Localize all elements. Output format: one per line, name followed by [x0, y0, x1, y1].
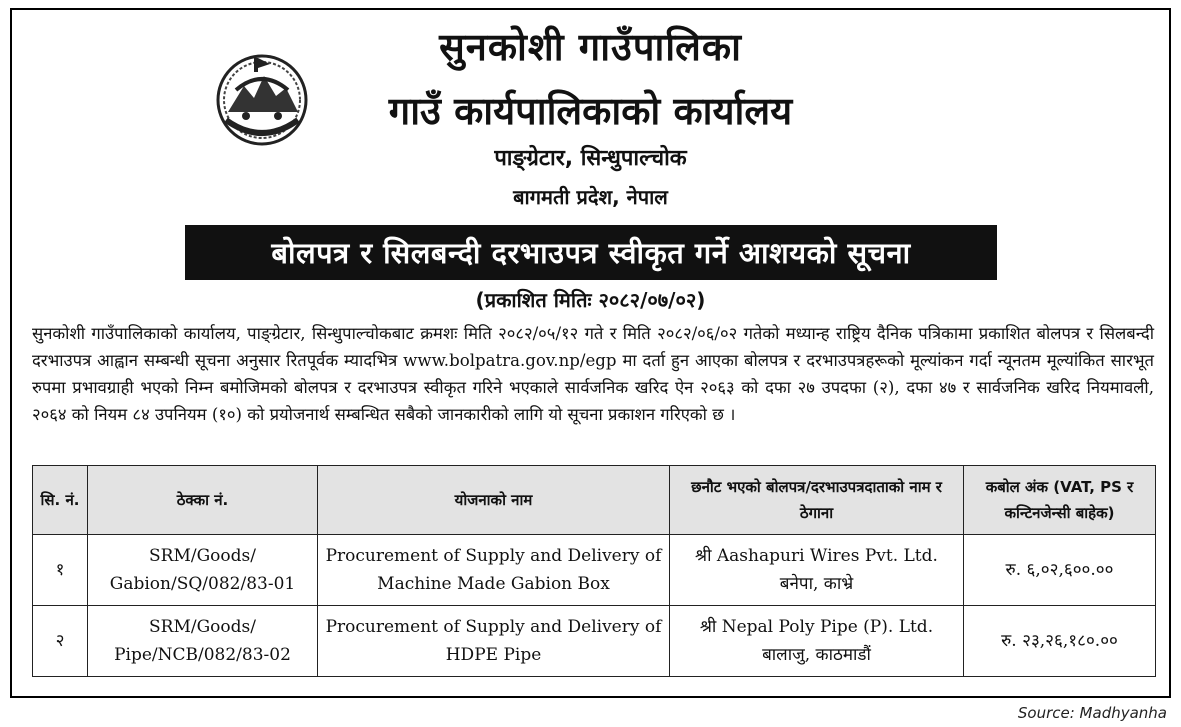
table-row	[33, 535, 1156, 606]
cell-bidder	[670, 535, 964, 606]
municipality-name: सुनकोशी गाउँपालिका	[439, 25, 742, 69]
header-amount: कबोल अंक (VAT, PS र कन्टिनजेन्सी बाहेक)	[964, 466, 1156, 535]
office-name: गाउँ कार्यपालिकाको कार्यालय	[388, 89, 793, 133]
award-table	[32, 465, 1156, 677]
header-bidder: छनौट भएको बोलपत्र/दरभाउपत्रदाताको नाम र ठेगाना	[670, 466, 964, 535]
bidder-address: बालाजु, काठमाडौं	[762, 645, 871, 665]
cell-project-name: Procurement of Supply and Delivery of HDPE Pipe	[318, 606, 670, 677]
cell-project-name: Procurement of Supply and Delivery of Machine Made Gabion Box	[318, 535, 670, 606]
cell-bidder	[670, 606, 964, 677]
cell-contract-no: SRM/Goods/ Pipe/NCB/082/83-02	[88, 606, 318, 677]
bidder-name: श्री Nepal Poly Pipe (P). Ltd.	[699, 617, 934, 637]
cell-amount: रु. २३,२६,१८०.००	[964, 606, 1156, 677]
header-contract-no: ठेक्का नं.	[88, 466, 318, 535]
notice-title-banner	[185, 225, 997, 280]
notice-title: बोलपत्र र सिलबन्दी दरभाउपत्र स्वीकृत गर्ने आशयको सूचना	[271, 236, 911, 270]
table-row	[33, 606, 1156, 677]
notice-body: सुनकोशी गाउँपालिकाको कार्यालय, पाङ्ग्रेटार, सिन्धुपाल्चोकबाट क्रमशः मिति २०८२/०५/१२ गते र मिति २०८२/०६/०२ गतेको मध्यान्ह राष्ट्रिय दैनिक पत्रिकामा प्रकाशित बोलपत्र र सिलबन्दी दरभाउपत्र आह्वान सम्बन्धी सूचना अनुसार रितपूर्वक म्यादभित्र www.bolpatra.gov.np/egp मा दर्ता हुन आएका बोलपत्र र दरभाउपत्रहरूको मूल्यांकन गर्दा न्यूनतम मूल्यांकित सारभूत रुपमा प्रभावग्राही भएको निम्न बमोजिमको बोलपत्र र दरभाउपत्र स्वीकृत गरिने भएकाले सार्वजनिक खरिद ऐन २०६३ को दफा २७ उपदफा (२), दफा ४७ र सार्वजनिक खरिद नियमावली, २०६४ को नियम ८४ उपनियम (१०) को प्रयोजनार्थ सम्बन्धित सबैको जानकारीको लागि यो सूचना प्रकाशन गरिएको छ ।	[32, 324, 1154, 424]
table-header-row	[33, 466, 1156, 535]
bidder-name: श्री Aashapuri Wires Pvt. Ltd.	[695, 546, 938, 566]
bidder-address: बनेपा, काभ्रे	[779, 574, 854, 594]
address-line-1: पाङ्ग्रेटार, सिन्धुपाल्चोक	[494, 146, 687, 171]
cell-sn: १	[33, 535, 88, 606]
address-line-2: बागमती प्रदेश, नेपाल	[513, 185, 668, 209]
cell-sn: २	[33, 606, 88, 677]
header-sn: सि. नं.	[33, 466, 88, 535]
source-credit: Source: Madhyanha	[1017, 704, 1167, 722]
published-date: (प्रकाशित मितिः २०८२/०७/०२)	[475, 288, 706, 312]
cell-contract-no: SRM/Goods/ Gabion/SQ/082/83-01	[88, 535, 318, 606]
cell-amount: रु. ६,०२,६००.००	[964, 535, 1156, 606]
header-project-name: योजनाको नाम	[318, 466, 670, 535]
